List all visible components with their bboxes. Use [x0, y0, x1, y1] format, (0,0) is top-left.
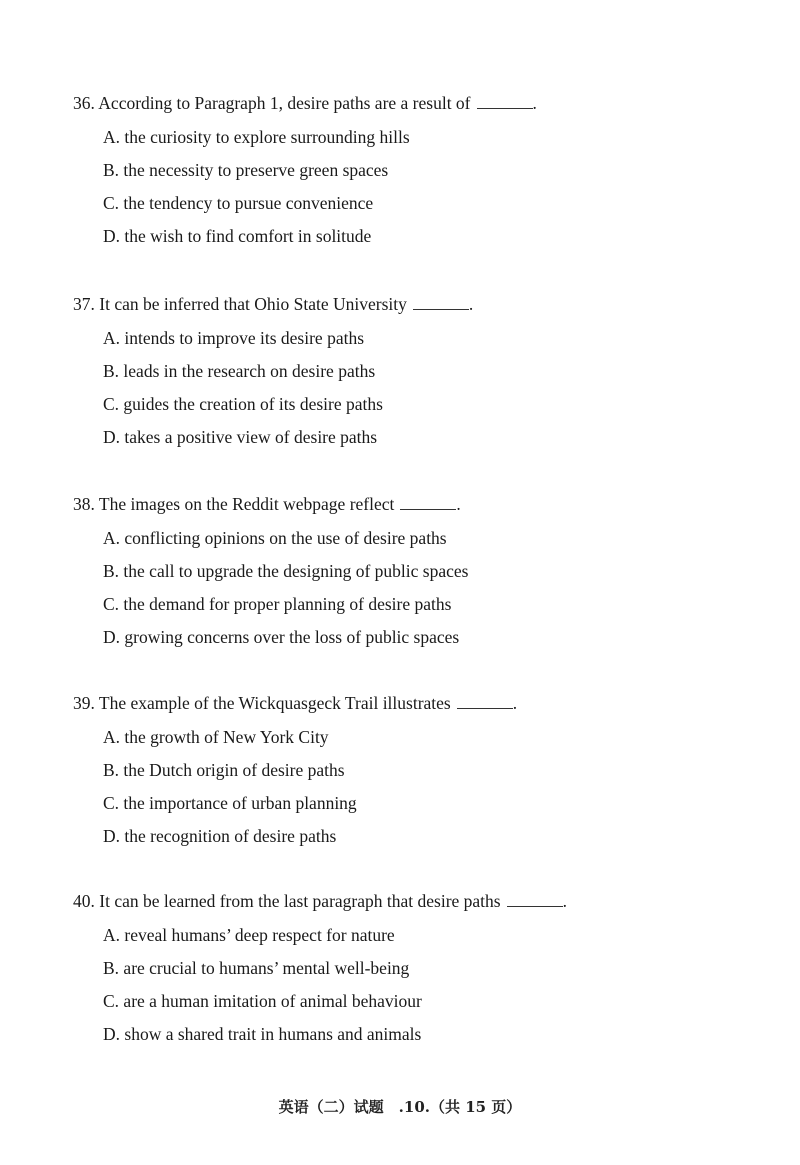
- answer-blank: [457, 693, 513, 709]
- option-b: B. are crucial to humans’ mental well-being: [103, 958, 410, 978]
- question-stem-text: 38. The images on the Reddit webpage reflect: [73, 494, 395, 514]
- option-c: C. are a human imitation of animal behaviour: [103, 991, 422, 1011]
- stem-period: .: [512, 693, 518, 713]
- stem-period: .: [456, 494, 461, 514]
- question-stem-text: 37. It can be inferred that Ohio State University: [73, 294, 407, 314]
- stem-period: .: [468, 294, 474, 314]
- page-footer: 英语（二）试题 .10.（共 15 页）: [278, 1098, 522, 1116]
- question-stem: [73, 890, 567, 912]
- option-d: D. the recognition of desire paths: [103, 826, 337, 846]
- option-d: D. show a shared trait in humans and animals: [103, 1024, 422, 1044]
- option-a: A. reveal humans’ deep respect for nature: [103, 925, 395, 945]
- option-c: C. guides the creation of its desire paths: [103, 394, 383, 414]
- answer-blank: [507, 891, 563, 907]
- option-a: A. conflicting opinions on the use of desire paths: [103, 528, 447, 548]
- option-c: C. the demand for proper planning of desire paths: [103, 594, 452, 614]
- option-a: A. the growth of New York City: [103, 727, 329, 747]
- question-stem: [73, 493, 461, 515]
- option-b: B. the Dutch origin of desire paths: [103, 760, 345, 780]
- question-stem-text: 39. The example of the Wickquasgeck Trail illustrates: [73, 693, 451, 713]
- option-d: D. takes a positive view of desire paths: [103, 427, 378, 447]
- option-a: A. intends to improve its desire paths: [103, 328, 365, 348]
- option-a: A. the curiosity to explore surrounding hills: [103, 127, 410, 147]
- answer-blank: [477, 93, 533, 109]
- option-d: D. growing concerns over the loss of public spaces: [103, 627, 460, 647]
- question-stem-text: 36. According to Paragraph 1, desire paths are a result of: [73, 93, 471, 113]
- question-stem: [73, 692, 517, 714]
- question-stem-text: 40. It can be learned from the last paragraph that desire paths: [73, 891, 501, 911]
- option-b: B. the call to upgrade the designing of public spaces: [103, 561, 469, 581]
- option-c: C. the tendency to pursue convenience: [103, 193, 374, 213]
- question-stem: [73, 92, 537, 114]
- option-b: B. the necessity to preserve green spaces: [103, 160, 389, 180]
- option-c: C. the importance of urban planning: [103, 793, 357, 813]
- stem-period: .: [532, 93, 537, 113]
- answer-blank: [413, 294, 469, 310]
- option-b: B. leads in the research on desire paths: [103, 361, 376, 381]
- option-d: D. the wish to find comfort in solitude: [103, 226, 372, 246]
- answer-blank: [400, 494, 456, 510]
- question-stem: [73, 293, 473, 315]
- stem-period: .: [562, 891, 567, 911]
